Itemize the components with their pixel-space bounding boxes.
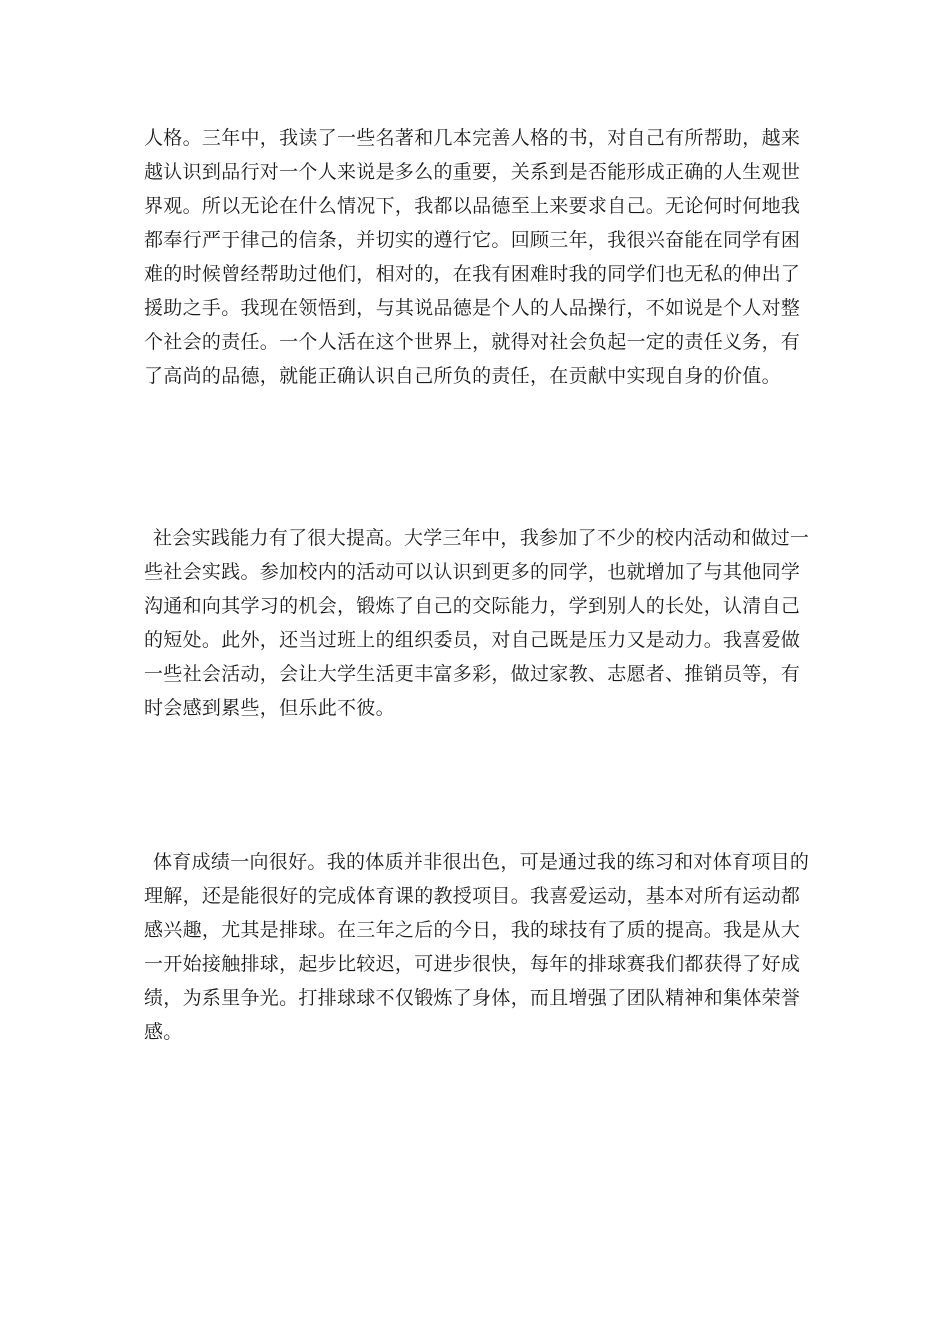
text-line: 界观。所以无论在什么情况下，我都以品德至上来要求自己。无论何时何地我 bbox=[144, 195, 801, 217]
text-line: 援助之手。我现在领悟到，与其说品德是个人的人品操行，不如说是个人对整 bbox=[144, 297, 801, 319]
text-line: 感兴趣，尤其是排球。在三年之后的今日，我的球技有了质的提高。我是从大 bbox=[144, 919, 801, 941]
text-line: 一些社会活动，会让大学生活更丰富多彩，做过家教、志愿者、推销员等，有 bbox=[144, 663, 801, 685]
text-line: 感。 bbox=[144, 1021, 183, 1043]
text-line: 沟通和向其学习的机会，锻炼了自己的交际能力，学到别人的长处，认清自己 bbox=[144, 595, 801, 617]
text-line: 难的时候曾经帮助过他们，相对的，在我有困难时我的同学们也无私的伸出了 bbox=[144, 263, 801, 285]
paragraph-sports bbox=[144, 845, 814, 1049]
paragraph-social-practice bbox=[144, 521, 814, 725]
text-line: 人格。三年中，我读了一些名著和几本完善人格的书，对自己有所帮助，越来 bbox=[144, 127, 801, 149]
text-line: 绩，为系里争光。打排球球不仅锻炼了身体，而且增强了团队精神和集体荣誉 bbox=[144, 987, 801, 1009]
text-line: 理解，还是能很好的完成体育课的教授项目。我喜爱运动，基本对所有运动都 bbox=[144, 885, 801, 907]
text-line: 社会实践能力有了很大提高。大学三年中，我参加了不少的校内活动和做过一 bbox=[153, 527, 810, 549]
text-line: 个社会的责任。一个人活在这个世界上，就得对社会负起一定的责任义务，有 bbox=[144, 331, 801, 353]
paragraph-character bbox=[144, 121, 814, 393]
text-line: 时会感到累些，但乐此不彼。 bbox=[144, 697, 395, 719]
text-line: 越认识到品行对一个人来说是多么的重要，关系到是否能形成正确的人生观世 bbox=[144, 161, 801, 183]
text-line: 都奉行严于律己的信条，并切实的遵行它。回顾三年，我很兴奋能在同学有困 bbox=[144, 229, 801, 251]
text-line: 的短处。此外，还当过班上的组织委员，对自己既是压力又是动力。我喜爱做 bbox=[144, 629, 801, 651]
text-line: 些社会实践。参加校内的活动可以认识到更多的同学，也就增加了与其他同学 bbox=[144, 561, 801, 583]
text-line: 一开始接触排球，起步比较迟，可进步很快，每年的排球赛我们都获得了好成 bbox=[144, 953, 801, 975]
text-line: 体育成绩一向很好。我的体质并非很出色，可是通过我的练习和对体育项目的 bbox=[153, 851, 810, 873]
text-line: 了高尚的品德，就能正确认识自己所负的责任，在贡献中实现自身的价值。 bbox=[144, 365, 781, 387]
